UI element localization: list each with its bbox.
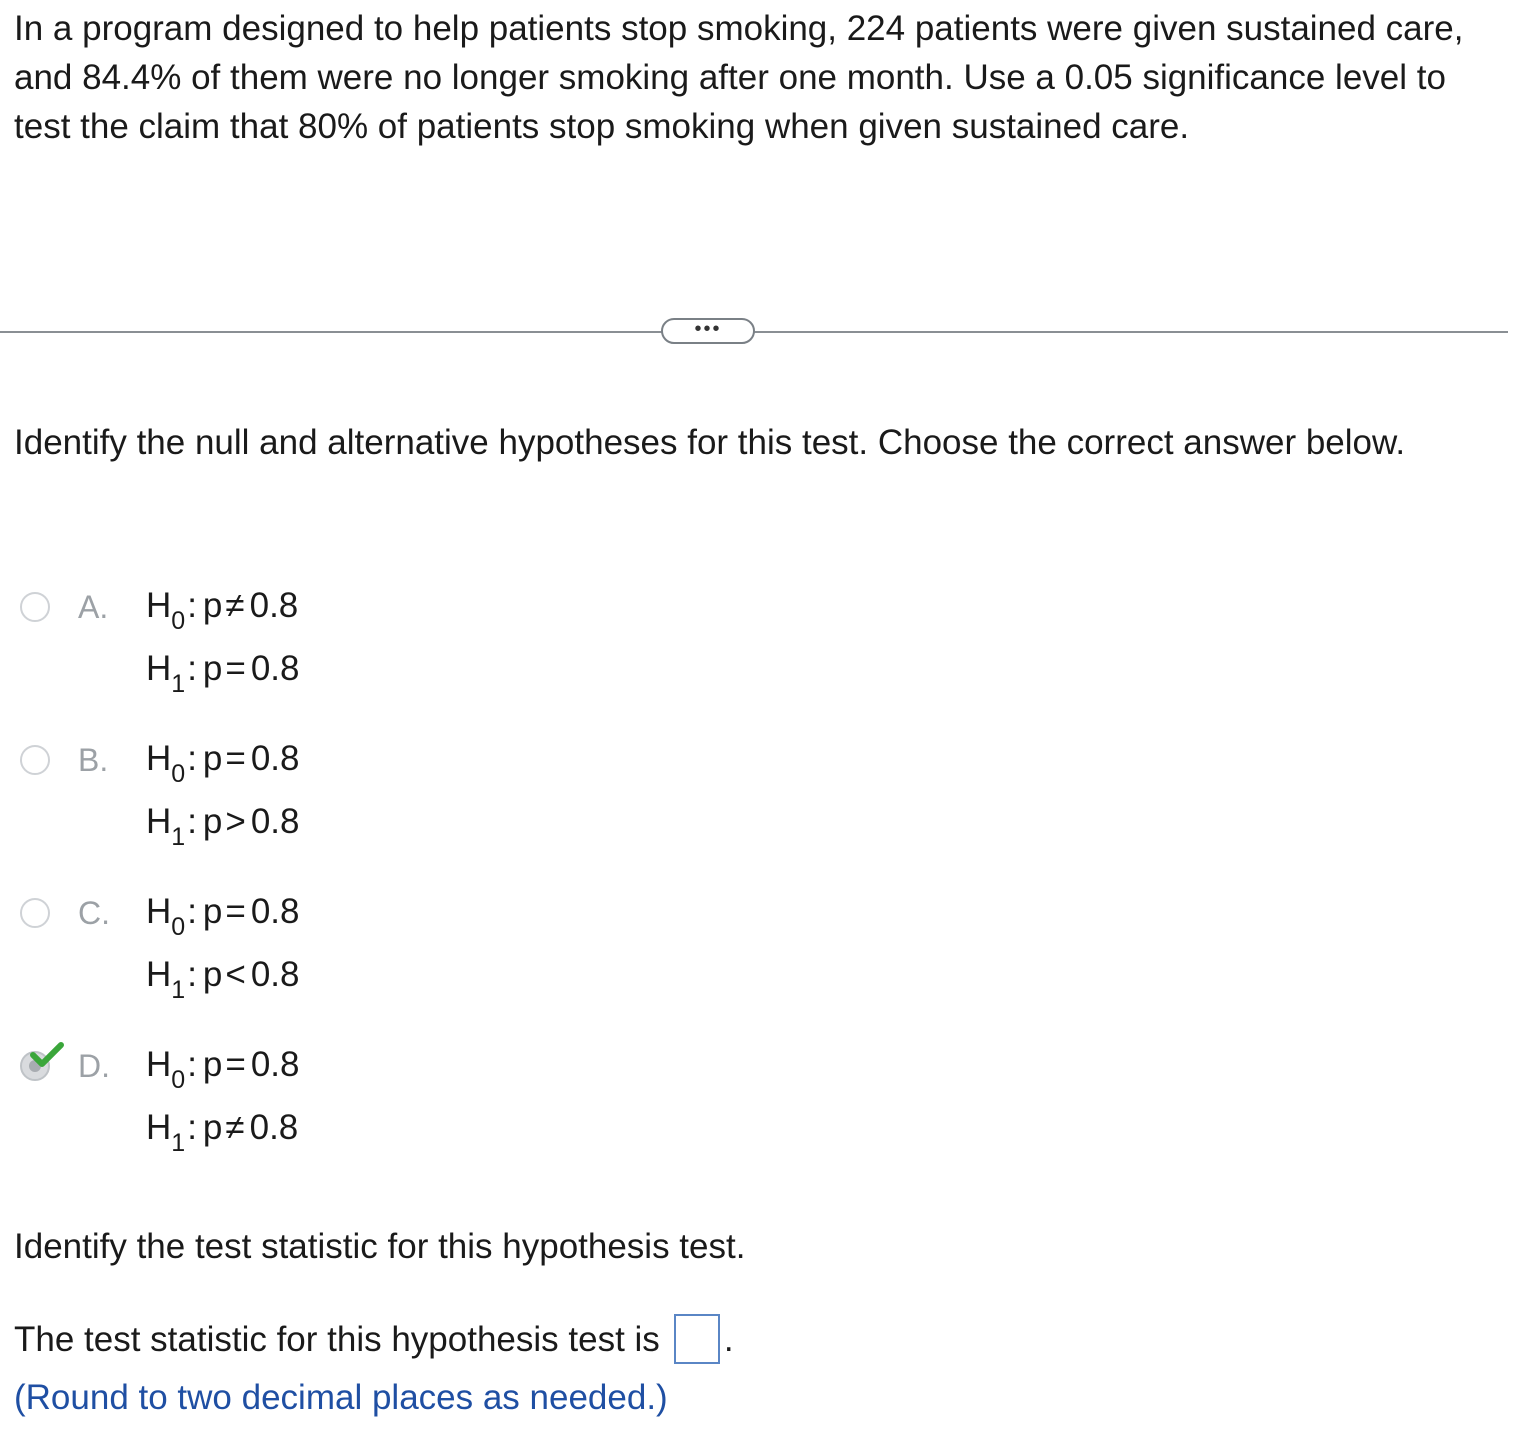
- choice-b[interactable]: [20, 739, 440, 875]
- choice-d[interactable]: [20, 1045, 440, 1181]
- choice-letter: B.: [78, 742, 109, 778]
- correct-check-icon: [30, 1041, 64, 1069]
- choice-a[interactable]: [20, 586, 440, 722]
- alternative-hypothesis: $H_1$: p= 0.8: [146, 649, 300, 698]
- alternative-hypothesis: $H_1$: p< 0.8: [146, 955, 300, 1004]
- alternative-hypothesis: $H_1$: p> 0.8: [146, 802, 300, 851]
- problem-statement: In a program designed to help patients stop smoking, 224 patients were given sustained care, and 84.4% of them were no longer smoking after one month. Use a 0.05 significance level to test the claim that 80% of patients stop smoking when given sustained care.: [14, 9, 1464, 146]
- radio-button-a[interactable]: [20, 592, 50, 622]
- choice-c[interactable]: [20, 892, 440, 1028]
- null-hypothesis: $H_0$: p= 0.8: [146, 1045, 300, 1094]
- test-statistic-question: Identify the test statistic for this hypothesis test.: [14, 1227, 746, 1266]
- choice-letter: C.: [78, 895, 110, 931]
- more-dots-icon: •••: [694, 318, 722, 340]
- hypotheses-question: Identify the null and alternative hypotheses for this test. Choose the correct answer below.: [14, 423, 1406, 462]
- null-hypothesis: $H_0$: p= 0.8: [146, 739, 300, 788]
- null-hypothesis: $H_0$: p≠ 0.8: [146, 586, 299, 635]
- answer-line: [14, 1314, 734, 1364]
- choice-letter: A.: [78, 589, 109, 625]
- null-hypothesis: $H_0$: p= 0.8: [146, 892, 300, 941]
- rounding-hint: (Round to two decimal places as needed.): [14, 1378, 668, 1417]
- choice-letter: D.: [78, 1048, 110, 1084]
- answer-suffix: .: [723, 1319, 734, 1359]
- radio-button-b[interactable]: [20, 745, 50, 775]
- expand-more-button[interactable]: [661, 318, 755, 344]
- section-divider: [0, 318, 1508, 346]
- alternative-hypothesis: $H_1$: p≠ 0.8: [146, 1108, 299, 1157]
- radio-button-c[interactable]: [20, 898, 50, 928]
- answer-prefix: The test statistic for this hypothesis test is: [14, 1319, 660, 1359]
- test-statistic-input[interactable]: [674, 1314, 720, 1364]
